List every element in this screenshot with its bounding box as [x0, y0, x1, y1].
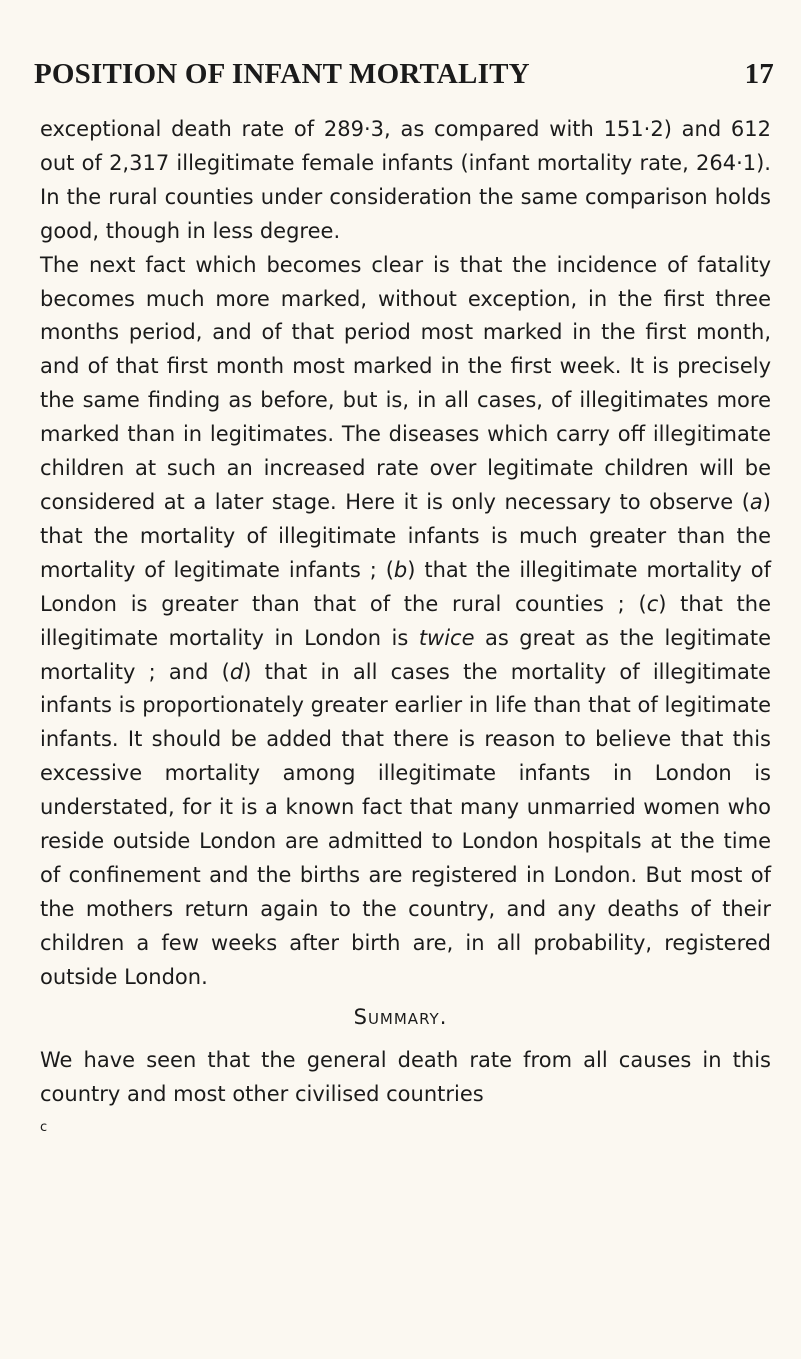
page-number: 17	[744, 58, 774, 90]
running-head	[34, 58, 774, 94]
paragraph-continued	[40, 113, 771, 249]
paragraph-incidence	[40, 249, 771, 995]
paragraph-1-text: exceptional death rate of 289·3, as compared with 151·2) and 612 out of 2,317 illegitimate female infants (infant mortality rate, 264·1). In the rural counties under consideration the same comparison holds good, though in less degree.	[40, 117, 771, 243]
paragraph-2-part-e: as great as the legitimate mortality ; and (	[40, 625, 772, 684]
body-text	[40, 113, 771, 995]
paragraph-2-part-f: ) that in all cases the mortality of illegitimate infants is proportionately greater earlier in life than that of legitimate infants. It should be added that there is reason to believe that this excessive mortality among illegitimate infants in London is understated, for it is a known fact that many unmarried women who reside outside London are admitted to London hospitals at the time of confinement and the births are registered in London. But most of the mothers return again to the country, and any deaths of their children a few weeks after birth are, in all probability, registered outside London.	[40, 659, 771, 989]
paragraph-2-part-a: The next fact which becomes clear is that the incidence of fatality becomes much more marked, without exception, in the first three months period, and of that period most marked in the first month, and of that first month most marked in the first week. It is precisely the same finding as before, but is, in all cases, of illegitimates more marked than in legitimates. The diseases which carry off illegitimate children at such an increased rate over legitimate children will be considered at a later stage. Here it is only necessary to observe (	[40, 252, 771, 514]
emphasis-twice: twice	[418, 625, 475, 650]
signature-mark: c	[40, 1120, 48, 1135]
summary-paragraph: We have seen that the general death rate from all causes in this country and most other civilised countries	[40, 1048, 771, 1106]
paragraph-2-part-d: ) that the illegitimate mortality in London is	[40, 591, 771, 650]
item-letter-d: d	[229, 659, 244, 684]
section-heading-summary: Summary.	[353, 1005, 448, 1029]
item-letter-c: c	[646, 591, 659, 616]
paragraph-2-part-b: ) that the mortality of illegitimate infants is much greater than the mortality of legitimate infants ; (	[40, 489, 771, 582]
item-letter-b: b	[393, 557, 408, 582]
paragraph-2-part-c: ) that the illegitimate mortality of London is greater than that of the rural counties ; (	[40, 557, 771, 616]
running-head-title: POSITION OF INFANT MORTALITY	[34, 58, 530, 90]
summary-text	[40, 1044, 771, 1112]
item-letter-a: a	[749, 489, 763, 514]
